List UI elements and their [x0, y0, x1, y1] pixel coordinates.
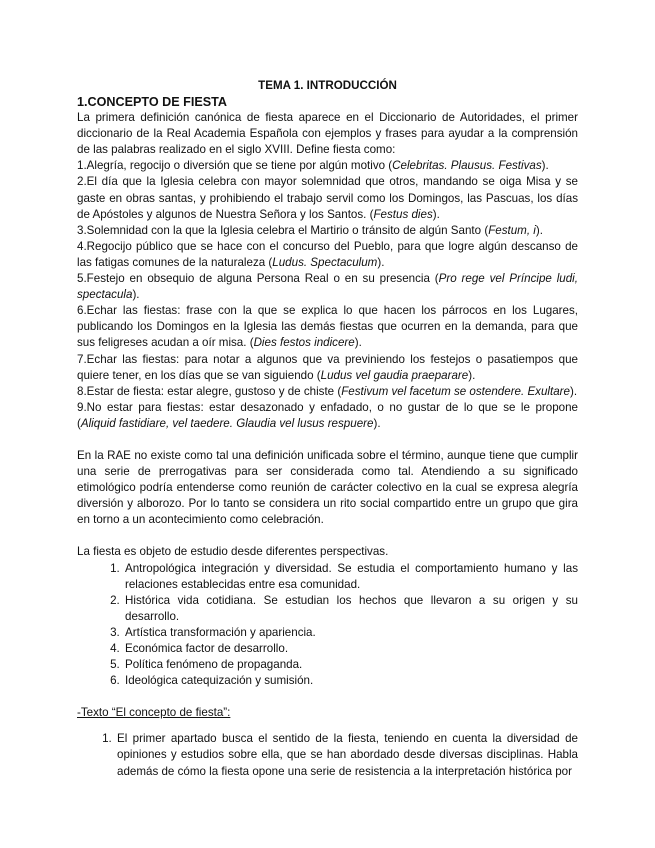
definitions-list: [77, 158, 578, 432]
spacer: [77, 689, 578, 705]
list-item: 6. Ideológica catequización y sumisión.: [123, 673, 578, 689]
definition-item: 3.Solemnidad con la que la Iglesia celebra el Martirio o tránsito de algún Santo (Festum, i).: [77, 223, 543, 237]
spacer: [77, 432, 578, 448]
definition-item: 4.Regocijo público que se hace con el concurso del Pueblo, para que logre algún descanso de las fatigas comunes de la naturaleza (Ludus. Spectaculum).: [77, 239, 578, 269]
perspectives-intro: La fiesta es objeto de estudio desde diferentes perspectivas.: [77, 545, 389, 559]
intro-paragraph: La primera definición canónica de fiesta aparece en el Diccionario de Autoridades, el primer diccionario de la Real Academia Española con ejemplos y frases para ayudar a la comprensión de las palabras realizado en el siglo XVIII. Define fiesta como:: [77, 111, 578, 157]
list-item: 5. Política fenómeno de propaganda.: [123, 657, 578, 673]
list-item: 4. Económica factor de desarrollo.: [123, 641, 578, 657]
texto-heading: -Texto “El concepto de fiesta”:: [77, 706, 231, 720]
texto-list: [77, 731, 578, 779]
list-item: 1. Antropológica integración y diversidad. Se estudia el comportamiento humano y las relaciones establecidas entre esa comunidad.: [123, 561, 578, 593]
definition-item: 6.Echar las fiestas: frase con la que se explica lo que hacen los párrocos en los Lugares, publicando los Domingos en la Iglesia las demás fiestas que ocurren en la demanda, para que sus feligreses acudan a oír misa. (Dies festos indicere).: [77, 304, 578, 350]
definition-item: 2.El día que la Iglesia celebra con mayor solemnidad que otros, mandando se oiga Misa y se gaste en obras santas, y prohibiendo el trabajo servil como los Domingos, las Pascuas, los días de Apóstoles y algunos de Nuestra Señora y los Santos. (Festus dies).: [77, 175, 578, 221]
list-item: 1. El primer apartado busca el sentido de la fiesta, teniendo en cuenta la diversidad de opiniones y estudios sobre ella, que se han abordado desde diversas disciplinas. Habla además de cómo la fiesta opone una serie de resistencia a la interpretación histórica por: [115, 731, 578, 779]
list-item: 3. Artística transformación y apariencia.: [123, 625, 578, 641]
spacer: [77, 721, 578, 731]
definition-item: 8.Estar de fiesta: estar alegre, gustoso y de chiste (Festivum vel facetum se ostendere. Exultare).: [77, 384, 578, 398]
definition-item: 5.Festejo en obsequio de alguna Persona Real o en su presencia (Pro rege vel Príncipe ludi, spectacula).: [77, 272, 578, 302]
page-title: TEMA 1. INTRODUCCIÓN: [258, 79, 397, 92]
rae-paragraph: En la RAE no existe como tal una definición unificada sobre el término, aunque tiene que cumplir una serie de prerrogativas para ser considerada como tal. Atendiendo a su significado etimológico podría entenderse como reunión de carácter colectivo en la cual se expresa alegría diversión y alborozo. Por lo tanto se considera un rito social compartido entre un grupo que gira en torno a un acontecimiento como celebración.: [77, 448, 578, 527]
definition-item: 7.Echar las fiestas: para notar a algunos que va previniendo los festejos o pasatiempos que quiere tener, en los días que se van siguiendo (Ludus vel gaudia praeparare).: [77, 352, 578, 382]
list-item: 2. Histórica vida cotidiana. Se estudian los hechos que llevaron a su origen y su desarrollo.: [123, 593, 578, 625]
spacer: [77, 528, 578, 544]
section-heading: 1.CONCEPTO DE FIESTA: [77, 95, 227, 110]
perspectives-list: [77, 561, 578, 690]
definition-item: 1.Alegría, regocijo o diversión que se tiene por algún motivo (Celebritas. Plausus. Festivas).: [77, 159, 549, 173]
definition-item: 9.No estar para fiestas: estar desazonado y enfadado, o no gustar de lo que se le propone (Aliquid fastidiare, vel taedere. Glaudia vel lusus respuere).: [77, 400, 578, 430]
